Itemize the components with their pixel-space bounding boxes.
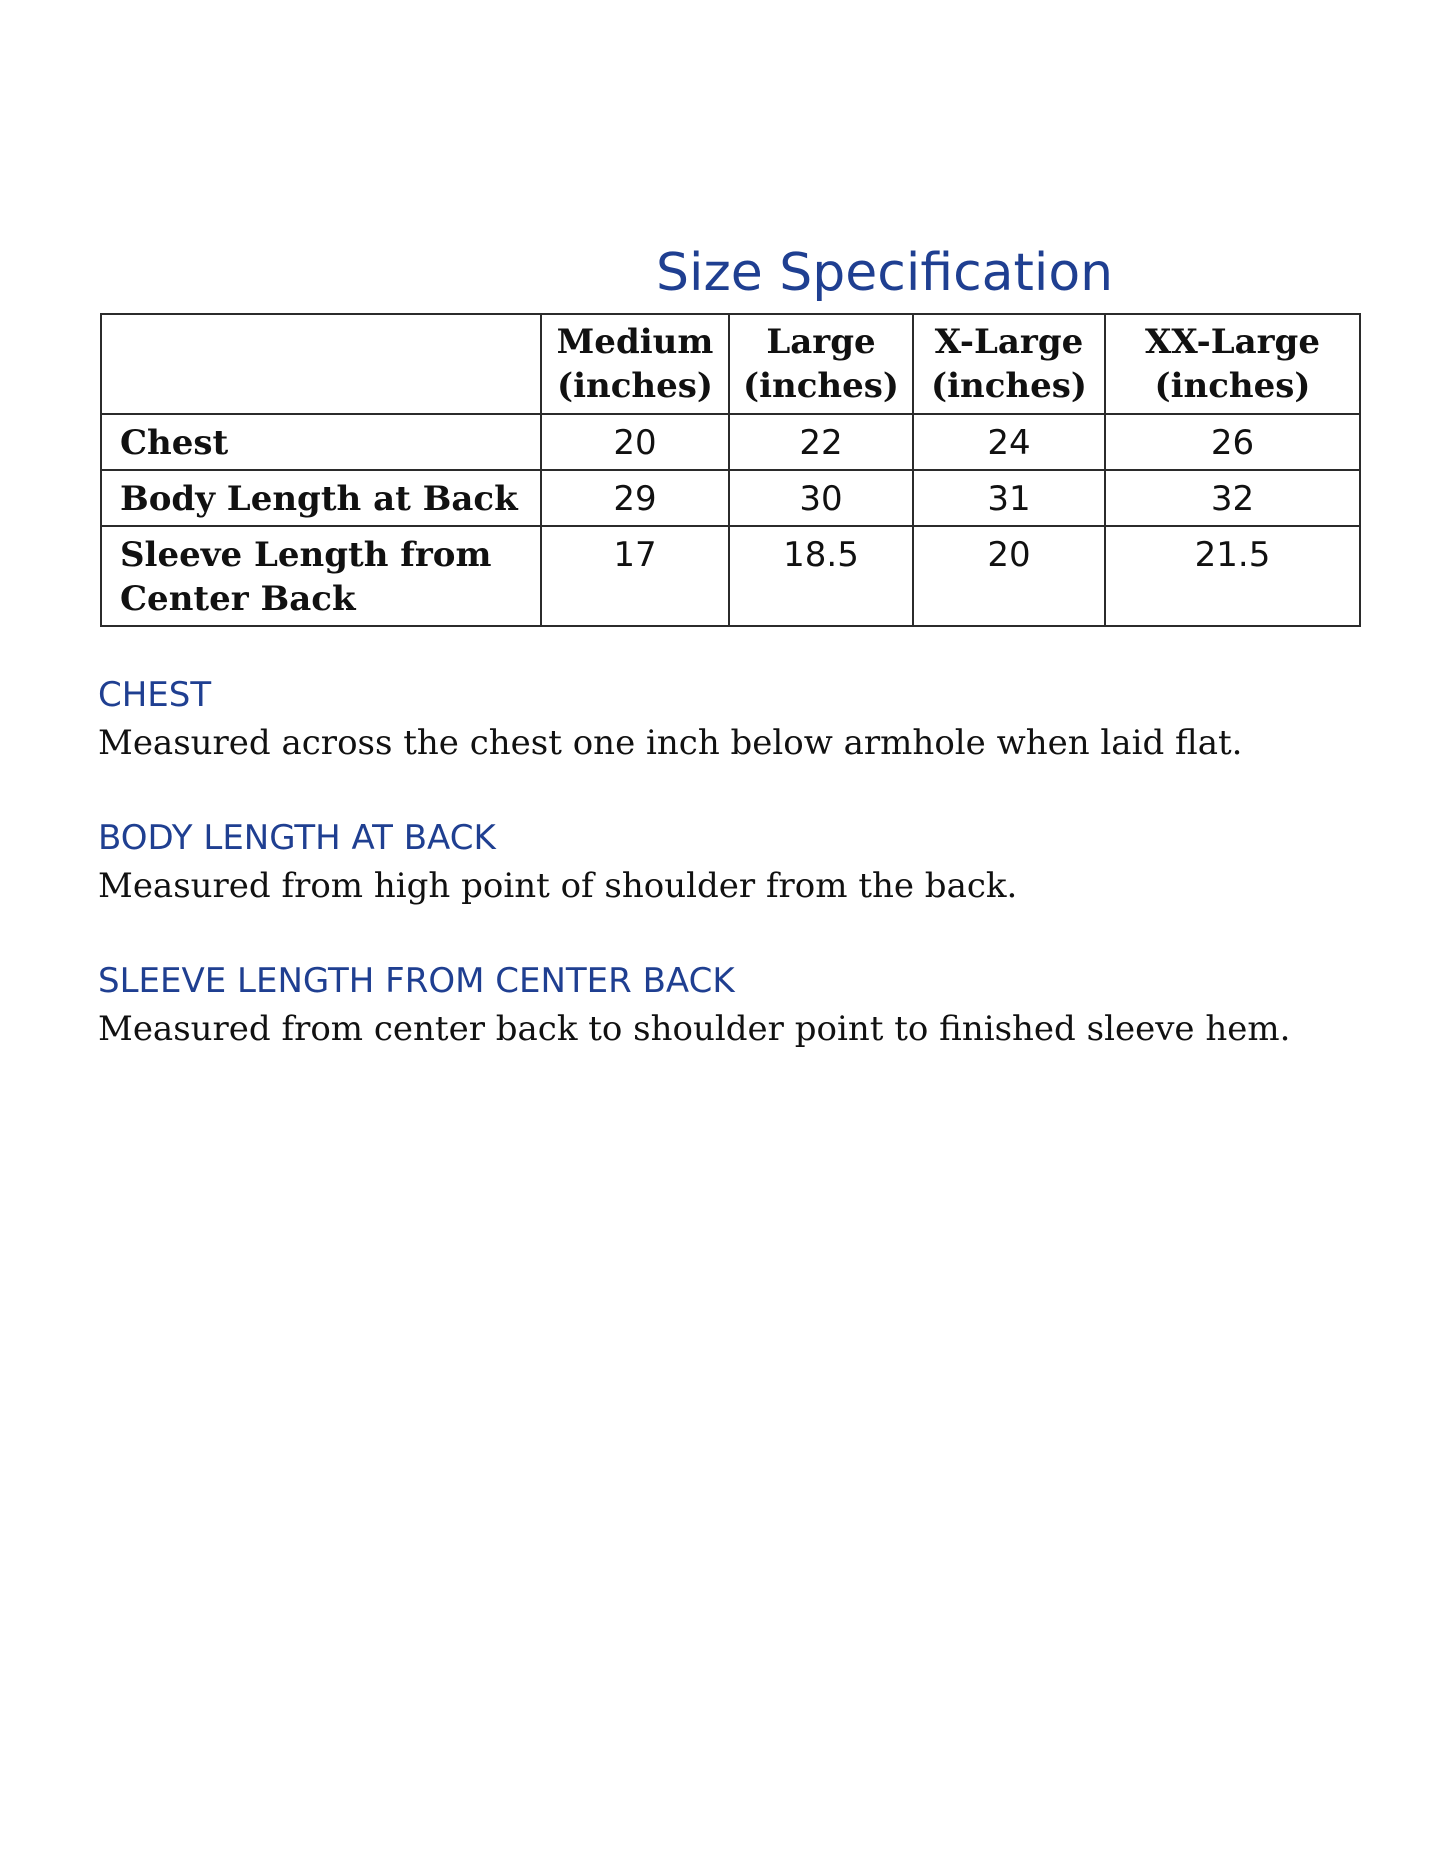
column-header-medium (541, 314, 729, 414)
column-header-label: XX-Large (1145, 322, 1320, 362)
value-cell: 30 (729, 470, 913, 526)
definition-text-sleeve-length: Measured from center back to shoulder point to finished sleeve hem. (98, 1009, 1291, 1049)
column-header-x-large (913, 314, 1105, 414)
column-header-label: X-Large (934, 322, 1084, 362)
value-cell: 24 (913, 414, 1105, 470)
size-specification-table (100, 313, 1361, 627)
row-label-line: Center Back (120, 579, 356, 619)
table-row-sleeve-length (101, 526, 1360, 626)
row-label-line: Body Length at Back (120, 479, 518, 519)
value-cell: 26 (1105, 414, 1360, 470)
row-label (101, 414, 541, 470)
page-title: Size Specification (656, 243, 1114, 303)
definition-heading-sleeve-length: SLEEVE LENGTH FROM CENTER BACK (98, 961, 735, 1001)
row-label (101, 526, 541, 626)
value-cell: 21.5 (1105, 526, 1360, 626)
table-row-chest (101, 414, 1360, 470)
value-cell: 20 (541, 414, 729, 470)
value-cell: 29 (541, 470, 729, 526)
column-header-unit: (inches) (556, 366, 713, 406)
table-corner-cell (101, 314, 541, 414)
column-header-unit: (inches) (1154, 366, 1311, 406)
table-row-body-length (101, 470, 1360, 526)
column-header-label: Medium (556, 322, 714, 362)
column-header-unit: (inches) (930, 366, 1087, 406)
column-header-large (729, 314, 913, 414)
definition-text-chest: Measured across the chest one inch below armhole when laid flat. (98, 723, 1243, 763)
value-cell: 18.5 (729, 526, 913, 626)
row-label-line: Chest (120, 423, 229, 463)
value-cell: 32 (1105, 470, 1360, 526)
value-cell: 20 (913, 526, 1105, 626)
definition-text-body-length: Measured from high point of shoulder from the back. (98, 866, 1018, 906)
definition-heading-body-length: BODY LENGTH AT BACK (98, 818, 496, 858)
column-header-xx-large (1105, 314, 1360, 414)
row-label (101, 470, 541, 526)
value-cell: 22 (729, 414, 913, 470)
value-cell: 31 (913, 470, 1105, 526)
column-header-label: Large (766, 322, 876, 362)
table-header-row (101, 314, 1360, 414)
value-cell: 17 (541, 526, 729, 626)
definition-heading-chest: CHEST (98, 675, 212, 715)
row-label-line: Sleeve Length from (120, 535, 492, 575)
column-header-unit: (inches) (742, 366, 899, 406)
